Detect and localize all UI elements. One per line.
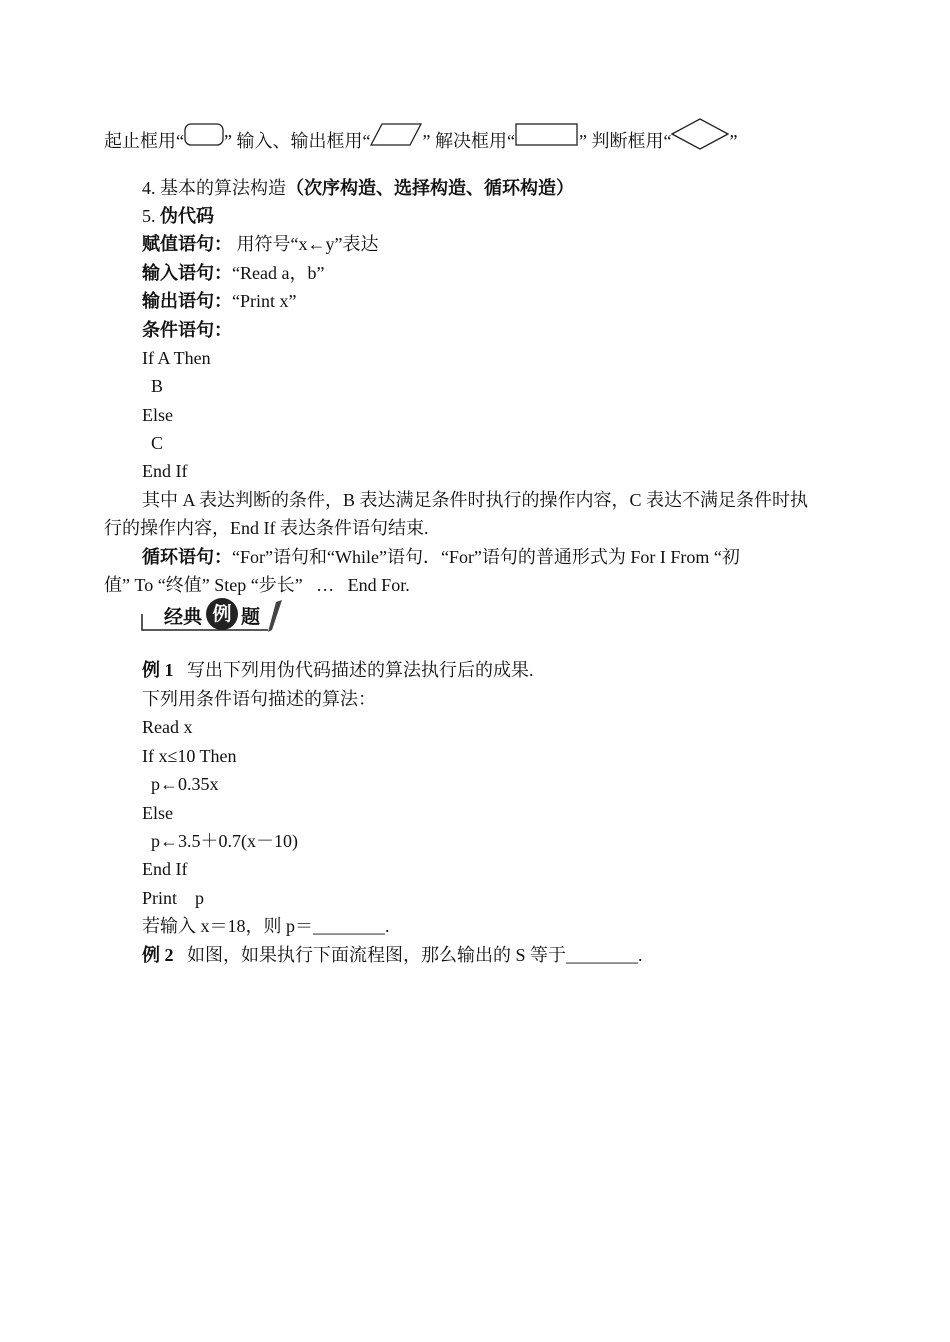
assign-statement: 赋值语句： 用符号“x←y”表达 <box>142 234 379 254</box>
input-statement: 输入语句：“Read a，b” <box>142 263 325 283</box>
item-5: 5. 伪代码 <box>142 206 214 226</box>
ex1-code-line: Else <box>142 803 173 823</box>
cond-description: 其中 A 表达判断的条件，B 表达满足条件时执行的操作内容，C 表达不满足条件时执 <box>142 490 809 510</box>
cond-code-line: If A Then <box>142 348 211 368</box>
item-4: 4. 基本的算法构造（次序构造、选择构造、循环构造） <box>142 178 574 198</box>
ex1-code-line: p←0.35x <box>142 774 219 794</box>
cond-code-line: End If <box>142 461 188 481</box>
diamond-decision-icon <box>671 118 729 150</box>
loop-statement: 循环语句：“For”语句和“While”语句．“For”语句的普通形式为 For I From “初 <box>142 547 740 567</box>
decision-label: ” 判断框用“ <box>578 131 672 151</box>
parallelogram-io-icon <box>370 123 422 149</box>
terminal-box-icon <box>184 123 224 149</box>
process-label: ” 解决框用“ <box>422 131 515 151</box>
decision-close-quote: ” <box>729 131 738 151</box>
loop-statement-cont: 值” To “终值” Step “步长” … End For. <box>104 575 410 595</box>
rectangle-process-icon <box>515 123 579 149</box>
ex1-code-line: End If <box>142 859 188 879</box>
cond-code-line: Else <box>142 405 173 425</box>
io-label: ” 输入、输出框用“ <box>224 131 371 151</box>
cond-description-cont: 行的操作内容，End If 表达条件语句结束. <box>104 518 429 538</box>
example-2: 例 2 如图，如果执行下面流程图，那么输出的 S 等于________. <box>142 945 643 965</box>
example-1: 例 1 写出下列用伪代码描述的算法执行后的成果. <box>142 660 534 680</box>
cond-code-line: C <box>142 433 164 453</box>
output-statement: 输出语句：“Print x” <box>142 291 297 311</box>
ex1-code-line: Read x <box>142 717 193 737</box>
cond-label: 条件语句： <box>142 320 232 340</box>
banner-frame-icon <box>140 596 290 636</box>
document-page: 起止框用“ ” 输入、输出框用“ ” 解决框用“ ” 判断框用“ ” 4. 基本的算法构造（次序构造、选择构造、循环构造） 5. 伪代码 赋值语句： 用符号“x←y”表达 输入语句：“Read a，b” 输出语句：“Print x” 条件语句： If A Then B Else C End If 其中 A 表达判断的条件，B 表达满足条件时执行的操作内容，C 表达不满足条件时执 行的操作内容，End If 表达条件语句结束. 循环语句：“For”语句和“While”语句．“For”语句的普通形式为 For I From “初 值” To “终值” Step “步长” … End For. 经典 例 题 例 1 写出下列用伪代码描述的算法执行后的成果. 下列用条件语句描述的算法： Read x If x≤10 Then p←0.35x Else p←3.5＋0.7(x－10) End If Print p 若输入 x＝18，则 p＝________. 例 2 如图，如果执行下面流程图，那么输出的 S 等于________. <box>0 0 950 1342</box>
banner-circle-char: 例 <box>206 598 238 630</box>
example-1-intro: 下列用条件语句描述的算法： <box>142 689 376 709</box>
cond-code-line: B <box>142 376 164 396</box>
terminal-label: 起止框用“ <box>104 131 184 151</box>
ex1-code-line: If x≤10 Then <box>142 746 237 766</box>
ex1-code-line: p←3.5＋0.7(x－10) <box>142 831 298 851</box>
example-1-question: 若输入 x＝18，则 p＝________. <box>142 916 390 936</box>
ex1-code-line: Print p <box>142 888 205 908</box>
flowchart-symbols-line <box>104 129 737 153</box>
